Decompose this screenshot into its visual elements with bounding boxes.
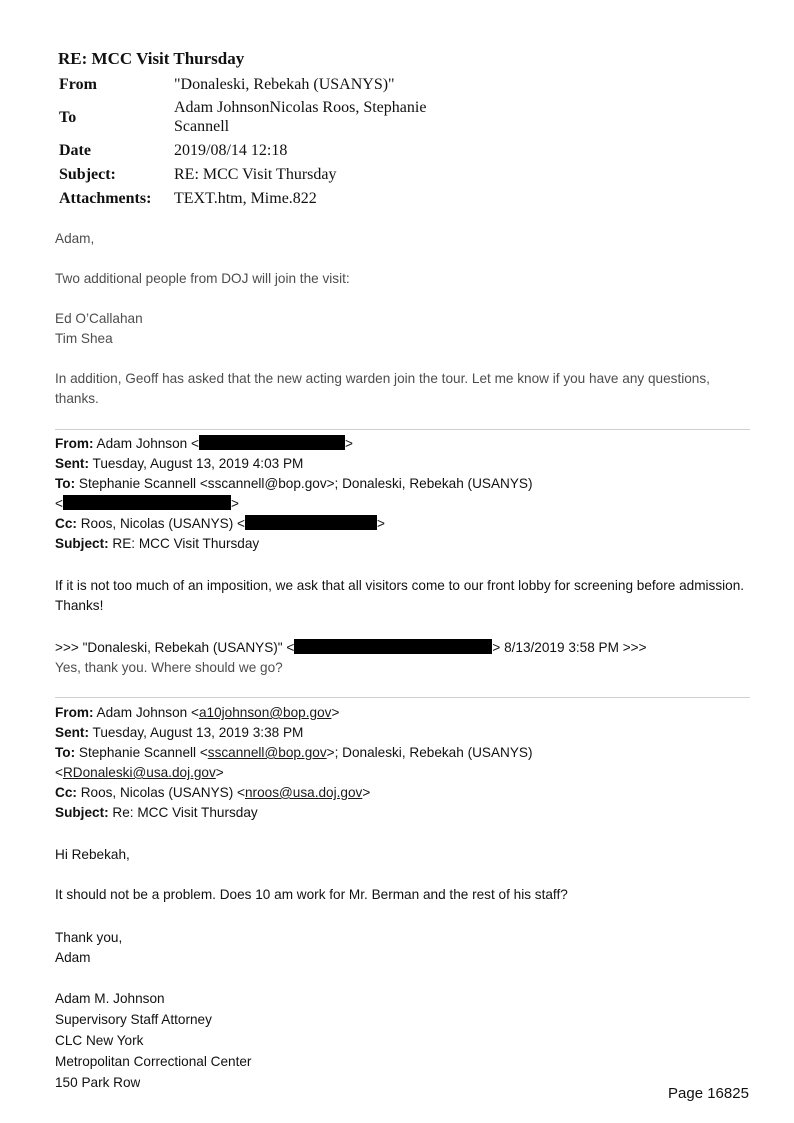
signature-name: Adam M. Johnson <box>55 991 165 1006</box>
signature-org: CLC New York <box>55 1033 144 1048</box>
divider <box>55 429 750 430</box>
quote1-sent: Sent: Tuesday, August 13, 2019 4:03 PM <box>55 456 304 471</box>
quote2-greeting: Hi Rebekah, <box>55 847 130 862</box>
msg1-greeting: Adam, <box>55 231 95 246</box>
msg1-line: Two additional people from DOJ will join the visit: <box>55 271 350 286</box>
header-value: 2019/08/14 12:18 <box>174 141 288 159</box>
header-key: From <box>59 75 97 93</box>
header-value: "Donaleski, Rebekah (USANYS)" <box>174 75 395 93</box>
header-key: Subject: <box>59 165 116 183</box>
quote1-reply-text: Yes, thank you. Where should we go? <box>55 660 283 675</box>
redaction-box <box>294 639 492 654</box>
quote1-header <box>55 434 755 554</box>
page-number: Page 16825 <box>668 1085 749 1102</box>
header-key: To <box>59 108 77 126</box>
email-link[interactable]: a10johnson@bop.gov <box>198 705 332 720</box>
header-value: RE: MCC Visit Thursday <box>174 165 337 183</box>
email-link[interactable]: sscannell@bop.gov <box>207 745 327 760</box>
quote1-cc: Cc: Roos, Nicolas (USANYS) < > <box>55 516 385 531</box>
msg1-name: Tim Shea <box>55 331 113 346</box>
quote1-from: From: Adam Johnson < > <box>55 436 353 451</box>
msg1-paragraph: In addition, Geoff has asked that the new acting warden join the tour. Let me know if you have any questions, thanks. <box>55 371 710 406</box>
quote2-cc: Cc: Roos, Nicolas (USANYS) <nroos@usa.doj.gov> <box>55 785 371 800</box>
header-key: Attachments: <box>59 189 152 207</box>
redaction-box <box>63 495 231 510</box>
header-row-from <box>56 72 474 96</box>
quote1-to: To: Stephanie Scannell <sscannell@bop.gov>; Donaleski, Rebekah (USANYS) <box>55 476 533 491</box>
email-link[interactable]: nroos@usa.doj.gov <box>245 785 363 800</box>
msg1-name: Ed O’Callahan <box>55 311 143 326</box>
quote2-to-cont: <RDonaleski@usa.doj.gov> <box>55 765 224 780</box>
quote1-reply-line: >>> "Donaleski, Rebekah (USANYS)" < > 8/13/2019 3:58 PM >>> <box>55 640 647 655</box>
quote2-sent: Sent: Tuesday, August 13, 2019 3:38 PM <box>55 725 304 740</box>
email-link[interactable]: RDonaleski@usa.doj.gov <box>62 765 216 780</box>
quote2-from: From: Adam Johnson <a10johnson@bop.gov> <box>55 705 340 720</box>
quote1-subject: Subject: RE: MCC Visit Thursday <box>55 536 260 551</box>
redaction-box <box>245 515 377 530</box>
header-row-date <box>56 138 474 162</box>
quote1-to-cont: < > <box>55 496 239 511</box>
quote2-to: To: Stephanie Scannell <sscannell@bop.gov>; Donaleski, Rebekah (USANYS) <box>55 745 533 760</box>
quote2-header <box>55 703 755 823</box>
header-value: Adam JohnsonNicolas Roos, Stephanie Scannell <box>174 99 427 135</box>
redaction-box <box>199 435 345 450</box>
quote2-sign: Adam <box>55 950 91 965</box>
quote2-body: It should not be a problem. Does 10 am work for Mr. Berman and the rest of his staff? <box>55 887 568 902</box>
header-value: TEXT.htm, Mime.822 <box>174 189 317 207</box>
signature-address: 150 Park Row <box>55 1075 141 1087</box>
quote1-body: If it is not too much of an imposition, we ask that all visitors come to our front lobby for screening before admission. Thanks! <box>55 578 745 613</box>
header-row-attachments <box>56 186 474 210</box>
header-row-subject <box>56 162 474 186</box>
email-header-table <box>56 72 474 210</box>
divider <box>55 697 750 698</box>
header-key: Date <box>59 141 91 159</box>
quote2-thanks: Thank you, <box>55 930 123 945</box>
signature-org: Metropolitan Correctional Center <box>55 1054 252 1069</box>
signature-title: Supervisory Staff Attorney <box>55 1012 212 1027</box>
header-row-to <box>56 96 474 138</box>
quote2-subject: Subject: Re: MCC Visit Thursday <box>55 805 258 820</box>
email-title: RE: MCC Visit Thursday <box>58 49 245 68</box>
